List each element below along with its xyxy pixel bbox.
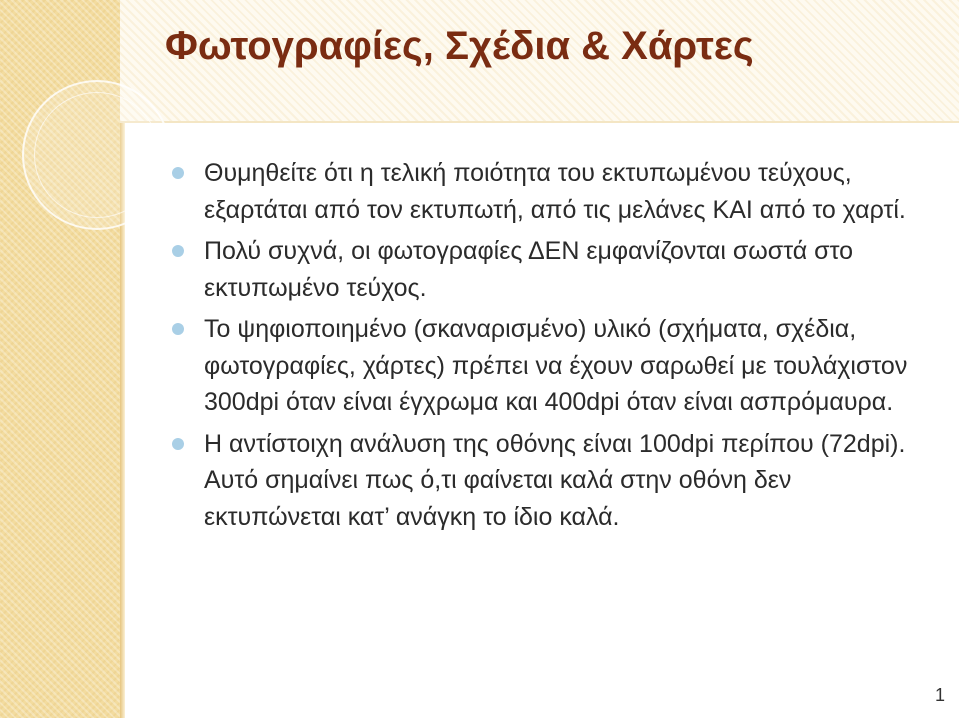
bullet-dot-icon xyxy=(172,323,184,335)
bullet-dot-icon xyxy=(172,245,184,257)
bullet-text: Πολύ συχνά, οι φωτογραφίες ΔΕΝ εμφανίζονται σωστά στο εκτυπωμένο τεύχος. xyxy=(204,237,853,302)
bullet-text: Το ψηφιοποιημένο (σκαναρισμένο) υλικό (σχήματα, σχέδια, φωτογραφίες, χάρτες) πρέπει να έχουν σαρωθεί με τουλάχιστον 300dpi όταν είναι έγχρωμα και 400dpi όταν είναι ασπρόμαυρα. xyxy=(204,315,908,416)
decorative-circle-inner xyxy=(34,92,160,218)
page-number: 1 xyxy=(934,685,945,705)
bullet-item xyxy=(172,311,912,421)
bullet-list xyxy=(172,155,912,540)
bullet-dot-icon xyxy=(172,167,184,179)
bullet-dot-icon xyxy=(172,438,184,450)
bullet-item xyxy=(172,155,912,228)
bullet-item xyxy=(172,426,912,536)
top-band-edge xyxy=(120,121,959,123)
bullet-text: Η αντίστοιχη ανάλυση της οθόνης είναι 100dpi περίπου (72dpi). Αυτό σημαίνει πως ό,τι φαίνεται καλά στην οθόνη δεν εκτυπώνεται κατ’ ανάγκη το ίδιο καλά. xyxy=(204,429,906,531)
bullet-item xyxy=(172,233,912,306)
bullet-text: Θυμηθείτε ότι η τελική ποιότητα του εκτυπωμένου τεύχους, εξαρτάται από τον εκτυπωτή, από τις μελάνες ΚΑΙ από το χαρτί. xyxy=(204,159,906,224)
slide-title: Φωτογραφίες, Σχέδια & Χάρτες xyxy=(165,24,754,68)
